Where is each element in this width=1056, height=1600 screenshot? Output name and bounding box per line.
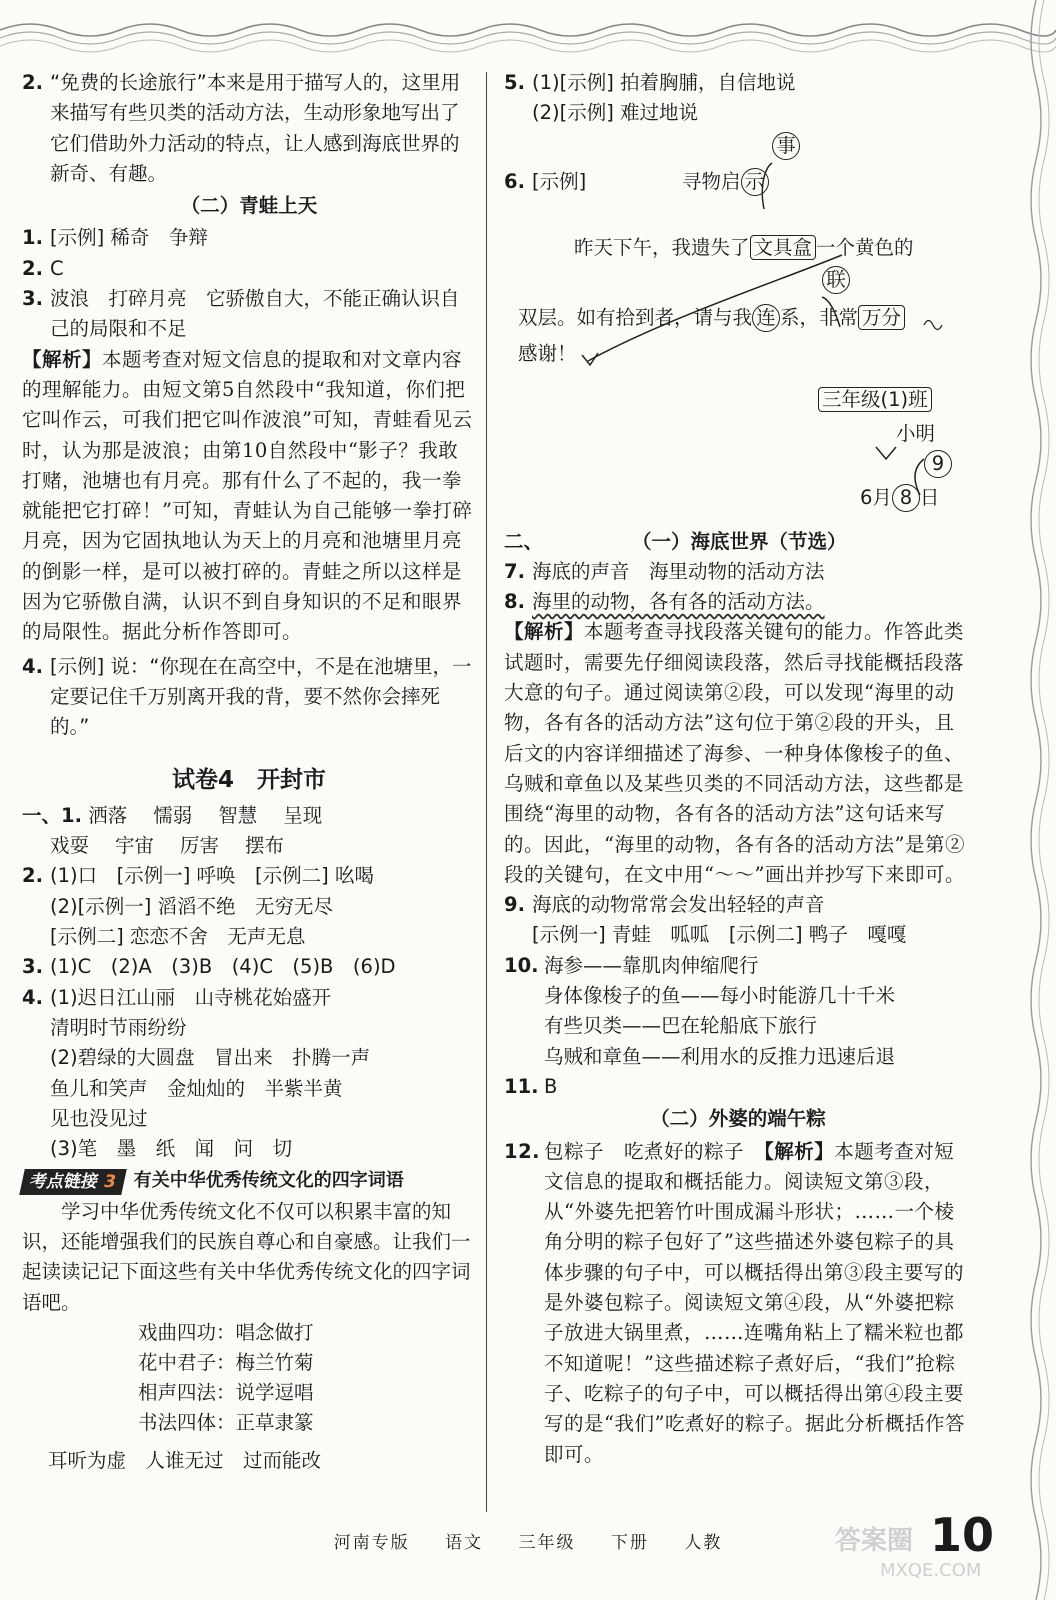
- answer-p1: 一、1. 洒落 懦弱 智慧 呈现: [22, 801, 476, 831]
- vocab-word: 呈现: [283, 803, 323, 827]
- answer-11: 11. B: [504, 1074, 558, 1098]
- fix-char-shi: 事: [772, 131, 800, 161]
- section-title-zongzi: （二）外婆的端午粽: [650, 1107, 826, 1131]
- vocab-word: 懦弱: [153, 803, 193, 827]
- answer-2-shells: 2. “免费的长途旅行”本来是用于描写人的，这里用来描写有些贝类的活动方法，生动形象地写出了它们借助外力活动的特点，让人感到海底世界的新奇、有趣。: [22, 71, 461, 185]
- vocab-word: 智慧: [218, 803, 258, 827]
- explanation-frog-3: 【解析】本题考查对短文信息的提取和对文章内容的理解能力。由短文第5自然段中“我知道，你们把它叫作云，可我们把它叫作波浪”可知，青蛙看见云时，认为那是波浪；由第10自然段中“影子？我敢打赌，池塘也有月亮。那有什么了不起的，我一拳就能把它打碎！”可知，青蛙认为自己能够一拳打碎月亮，因为它固执地认为天上的月亮和池塘里月亮的倒影一样，是可以被打碎的。青蛙之所以这样是因为它骄傲自满，认识不到自身知识的不足和眼界的局限性。据此分析作答即可。: [22, 347, 473, 644]
- answer-frog-4: 4. [示例] 说：“你现在在高空中，不是在池塘里，一定要记住千万别离开我的背，要不然你会摔死的。”: [22, 654, 472, 739]
- column-divider: [486, 72, 487, 1512]
- knowledge-link-badge: 考点链接 3: [19, 1169, 126, 1195]
- idiom-item: 花中君子：梅兰竹菊: [138, 1350, 314, 1374]
- fix-char-day: 9: [924, 449, 952, 479]
- watermark-logo: 答案圈: [835, 1526, 914, 1556]
- vocab-word: 宇宙: [115, 834, 155, 858]
- answer-frog-2: 2. C: [22, 256, 64, 280]
- knowledge-link-paragraph: 学习中华优秀传统文化不仅可以积累丰富的知识，还能增强我们的民族自尊心和自豪感。让我们一起读读记记下面这些有关中华优秀传统文化的四字词语吧。: [22, 1199, 471, 1314]
- page-number: 10: [930, 1508, 995, 1562]
- watermark-url: MXQE.COM: [880, 1560, 982, 1581]
- notice-line-1: 昨天下午，我遗失了 文具盒 一个黄色的: [574, 235, 914, 259]
- section-2-header: 二、 （一）海底世界（节选）: [504, 529, 847, 553]
- knowledge-link-header: 考点链接 3 有关中华优秀传统文化的四字词语: [22, 1166, 476, 1196]
- answer-p2: 2. (1)口 [示例一] 呼唤 [示例二] 吆喝 (2)[示例一] 滔滔不绝 无穷无尽 [示例二] 恋恋不舍 无声无息: [22, 864, 374, 949]
- answer-10: 10. 海参——靠肌肉伸缩爬行 身体像梭子的鱼——每小时能游几十千米 有些贝类——巴在轮船底下旅行 乌贼和章鱼——利用水的反推力迅速后退: [504, 953, 896, 1068]
- answer-7: 7. 海底的声音 海里动物的活动方法: [504, 559, 825, 583]
- answer-p4: 4. (1)迟日江山丽 山寺桃花始盛开 清明时节雨纷纷 (2)碧绿的大圆盘 冒出来 扑腾一声 鱼儿和笑声 金灿灿的 半紫半黄 见也没见过 (3)笔 墨 纸 闻 问 切: [22, 985, 371, 1161]
- answer-8: 8. 海里的动物，各有各的活动方法。: [504, 590, 825, 614]
- vocab-word: 洒落: [88, 803, 128, 827]
- p1-words-row1: [88, 804, 348, 827]
- explanation-8: 【解析】本题考查寻找段落关键句的能力。作答此类试题时，需要先仔细阅读段落，然后寻找能概括段落大意的句子。通过阅读第②段，可以发现“海里的动物，各有各的活动方法”这句位于第②段的开头，且后文的内容详细描述了海参、一种身体像梭子的鱼、乌贼和章鱼以及某些贝类的不同活动方法，这些都是围绕“海里的动物，各有各的活动方法”这句话来写的。因此，“海里的动物，各有各的活动方法”是第②段的关键句，在文中用“～～”画出并抄写下来即可。: [504, 620, 965, 886]
- vocab-word: 摆布: [245, 834, 285, 858]
- answer-9: 9. 海底的动物常常会发出轻轻的声音 [示例一] 青蛙 呱呱 [示例二] 鸭子 嘎嘎: [504, 893, 907, 947]
- idiom-item: 相声四法：说学逗唱: [138, 1380, 314, 1404]
- right-wave-border: [1026, 0, 1056, 1600]
- answer-5: 5. (1)[示例] 拍着胸脯，自信地说 (2)[示例] 难过地说: [504, 71, 796, 125]
- idiom-item: 戏曲四功：唱念做打: [138, 1320, 314, 1344]
- class-box: 三年级(1)班: [818, 385, 932, 415]
- answer-6-lost-notice: 6. [示例] 事 寻物启 示 昨天下午，我遗失了 文具盒 一个黄色的 联 双层。如有拾到者，请与我 连 系，非常 万分 感谢！ 三年级(1)班 小明 9 6月 8 日: [504, 129, 972, 519]
- page-footer: 河南专版 语文 三年级 下册 人教: [333, 1533, 723, 1553]
- paper-title: 试卷4 开封市: [171, 766, 326, 793]
- notice-date: 6月 8 日: [860, 483, 939, 513]
- left-column: [22, 68, 476, 1476]
- answer-12: 12. 包粽子 吃煮好的粽子 【解析】本题考查对短文信息的提取和概括能力。阅读短文第③段，从“外婆先把箬竹叶围成漏斗形状；……一个棱角分明的粽子包好了”这些描述外婆包粽子的具体步骤的句子中，可以概括得出第③段主要写的是外婆包粽子。阅读短文第④段，从“外婆把粽子放进大锅里煮，……连嘴角粘上了糯米粒也都不知道呢！”这些描述粽子煮好后，“我们”抢粽子、吃粽子的句子中，可以概括得出第④段主要写的是“我们”吃煮好的粽子。据此分析概括作答即可。: [504, 1139, 965, 1466]
- section-title-frog: （二）青蛙上天: [180, 194, 318, 218]
- answer-frog-1: 1. [示例] 稀奇 争辩: [22, 226, 208, 250]
- idiom-last-line: 耳听为虚 人谁无过 过而能改: [48, 1448, 322, 1472]
- fix-char-lian: 联: [822, 265, 850, 295]
- idiom-item: 书法四体：正草隶篆: [138, 1410, 314, 1434]
- notice-line-2: 双层。如有拾到者，请与我 连 系，非常 万分: [518, 303, 905, 333]
- vocab-word: 戏耍: [50, 834, 90, 858]
- answer-p3: 3. (1)C (2)A (3)B (4)C (5)B (6)D: [22, 955, 396, 979]
- answer-frog-3: 3. 波浪 打碎月亮 它骄傲自大，不能正确认识自己的局限和不足: [22, 287, 460, 341]
- vocab-word: 厉害: [180, 834, 220, 858]
- top-wave-border: [0, 0, 1056, 60]
- notice-title: 寻物启 示: [682, 167, 769, 197]
- idiom-list: [22, 1318, 476, 1438]
- p1-words-row2: [22, 831, 476, 861]
- right-column: [504, 68, 972, 1470]
